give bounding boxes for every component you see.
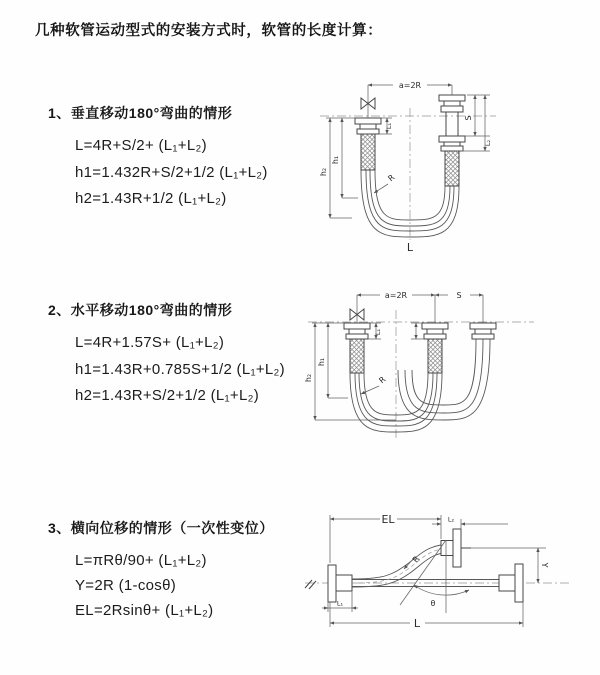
section-1-formulas: [75, 133, 268, 213]
section-3-formulas: [75, 548, 274, 623]
section-3-heading: 3、横向位移的情形（一次性变位）: [48, 520, 274, 536]
radius-callout: [374, 173, 397, 193]
formula-el: EL=2Rsinθ+ (L₁+L₂): [75, 602, 214, 619]
dimension-el: [330, 513, 441, 563]
dim-label-h1: h₁: [317, 357, 326, 367]
formula-y: Y=2R (1-cosθ): [75, 577, 177, 594]
left-flange-fitting: [355, 118, 381, 170]
dimension-l1: [322, 591, 358, 612]
radius-label: R: [386, 172, 397, 184]
right-flange-fitting: [470, 323, 496, 339]
top-flange-fitting: [441, 529, 471, 567]
dim-label-a2r: a=2R: [384, 291, 408, 300]
diagram-vertical-180-bend: [300, 72, 530, 262]
dimension-h1: [326, 118, 358, 198]
formula-h1: h1=1.432R+S/2+1/2 (L₁+L₂): [75, 163, 268, 181]
right-flange-fitting: [499, 564, 523, 602]
hose-s-curve-displaced: [352, 544, 453, 587]
left-flange-fitting: [344, 323, 370, 373]
centerlines: [308, 310, 534, 440]
left-flange-fitting: [328, 565, 352, 602]
dim-label-s: S: [464, 115, 473, 121]
section-horizontal-movement: [48, 300, 285, 410]
diagram-lateral-displacement: [300, 505, 585, 655]
dim-label-el: EL: [381, 513, 395, 526]
dimension-l: [330, 599, 523, 630]
dimension-l2: [432, 516, 508, 530]
dim-label-l2: L₂: [447, 515, 455, 524]
dim-label-l1: L₁: [385, 122, 393, 130]
middle-flange-fitting: [422, 323, 448, 373]
formula-h2: h2=1.43R+1/2 (L₁+L₂): [75, 190, 227, 207]
length-label: L: [406, 241, 414, 254]
dim-label-l1: L₁: [374, 328, 382, 336]
dimension-a2r: [357, 291, 435, 300]
formula-h2: h2=1.43R+S/2+1/2 (L₁+L₂): [75, 387, 260, 404]
formula-length: L=4R+S/2+ (L₁+L₂): [75, 137, 207, 154]
diagram-horizontal-180-bend: [298, 282, 546, 462]
theta-label: θ: [430, 599, 436, 608]
radius-callout: [404, 554, 422, 569]
radius-label: R: [377, 374, 388, 386]
dimension-h1: [312, 323, 348, 398]
dimension-h2: [319, 118, 352, 218]
dim-label-l: L: [413, 617, 421, 630]
dim-label-l1: L₁: [336, 599, 344, 608]
formula-length: L=πRθ/90+ (L₁+L₂): [75, 552, 207, 569]
section-2-heading: 2、水平移动180°弯曲的情形: [48, 302, 233, 318]
section-2-formulas: [75, 330, 285, 410]
right-flange-fitting: [439, 95, 465, 186]
formula-h1: h1=1.43R+0.785S+1/2 (L₁+L₂): [75, 360, 285, 378]
dimension-l2: [484, 95, 492, 151]
hose-u-bend-displaced: [398, 339, 490, 420]
section-1-heading: 1、垂直移动180°弯曲的情形: [48, 105, 233, 121]
dim-label-a2r: a=2R: [398, 81, 422, 90]
dim-label-s: S: [456, 291, 462, 300]
page-title: 几种软管运动型式的安装方式时，软管的长度计算：: [35, 23, 383, 39]
formula-length: L=4R+1.57S+ (L₁+L₂): [75, 334, 225, 351]
dim-label-h2: h₂: [319, 167, 328, 177]
section-lateral-displacement: [48, 518, 274, 623]
section-vertical-movement: [48, 103, 268, 213]
dim-label-l2: L₂: [484, 139, 492, 147]
dim-label-y: Y: [540, 562, 549, 568]
radius-label: R: [410, 554, 422, 565]
dimension-s: [435, 291, 483, 300]
dim-label-h1: h₁: [331, 155, 340, 165]
dim-label-h2: h₂: [304, 373, 313, 383]
